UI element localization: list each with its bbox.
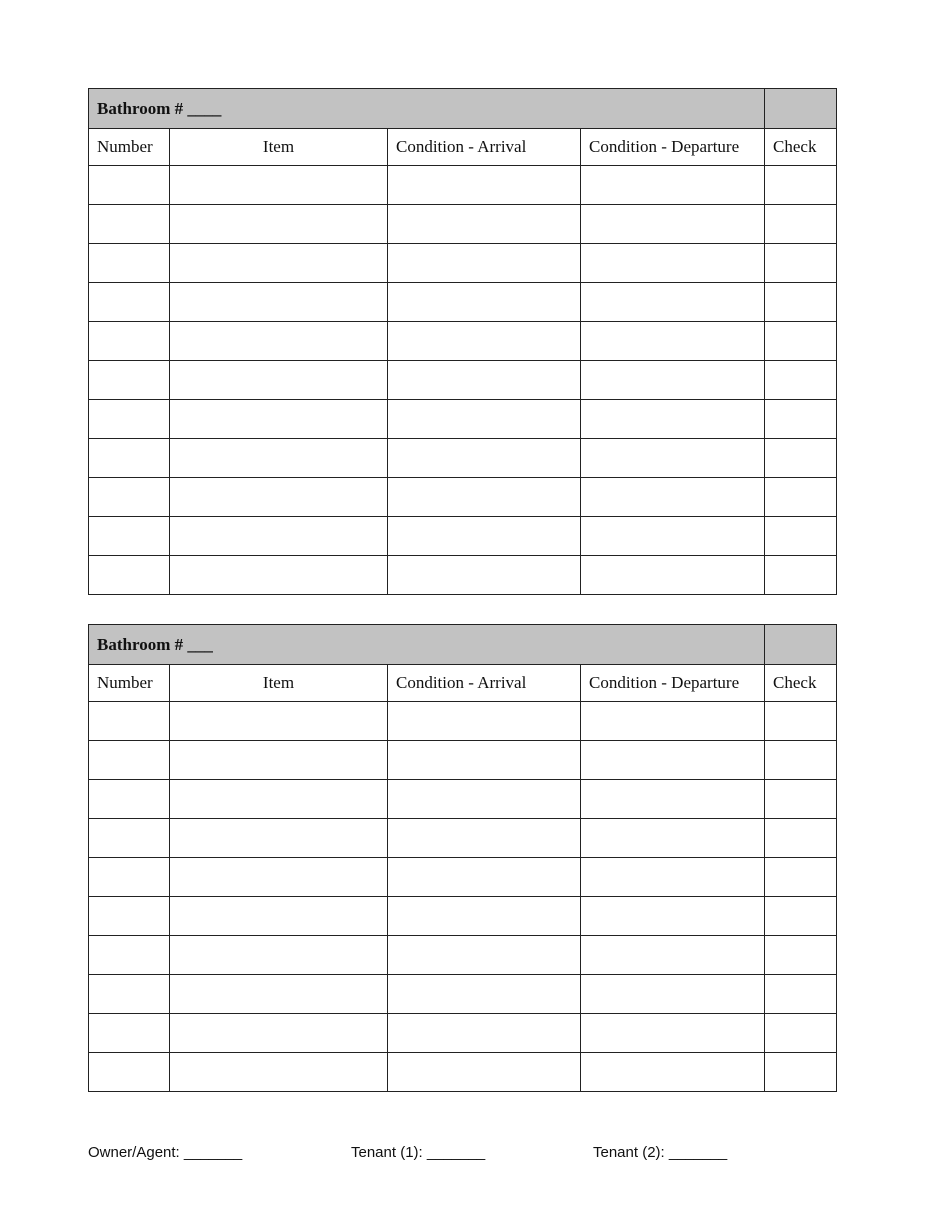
check-cell[interactable] [765, 478, 837, 517]
arrival-cell[interactable] [388, 858, 581, 897]
number-cell[interactable] [89, 858, 170, 897]
table-row [89, 702, 837, 741]
table-row [89, 166, 837, 205]
number-cell[interactable] [89, 1014, 170, 1053]
item-cell[interactable] [170, 244, 388, 283]
col-departure-header: Condition - Departure [581, 129, 765, 166]
check-cell[interactable] [765, 361, 837, 400]
col-item-header: Item [170, 665, 388, 702]
title-blank-cell [765, 89, 837, 129]
arrival-cell[interactable] [388, 361, 581, 400]
item-cell[interactable] [170, 936, 388, 975]
item-cell[interactable] [170, 439, 388, 478]
item-cell[interactable] [170, 1053, 388, 1092]
check-cell[interactable] [765, 400, 837, 439]
tenant-2-field[interactable]: Tenant (2): _______ [593, 1144, 728, 1161]
check-cell[interactable] [765, 556, 837, 595]
departure-cell[interactable] [581, 361, 765, 400]
check-cell[interactable] [765, 244, 837, 283]
item-cell[interactable] [170, 361, 388, 400]
col-arrival-header: Condition - Arrival [388, 665, 581, 702]
item-cell[interactable] [170, 517, 388, 556]
check-cell[interactable] [765, 975, 837, 1014]
item-cell[interactable] [170, 897, 388, 936]
check-cell[interactable] [765, 741, 837, 780]
section-title-row [89, 625, 837, 665]
departure-cell[interactable] [581, 975, 765, 1014]
item-cell[interactable] [170, 166, 388, 205]
arrival-cell[interactable] [388, 1053, 581, 1092]
tenant-1-field[interactable]: Tenant (1): _______ [351, 1144, 486, 1161]
table-row [89, 1014, 837, 1053]
bathroom-table-1 [88, 88, 837, 595]
check-cell[interactable] [765, 166, 837, 205]
arrival-cell[interactable] [388, 478, 581, 517]
col-check-header: Check [765, 129, 837, 166]
number-cell[interactable] [89, 400, 170, 439]
col-number-header: Number [89, 129, 170, 166]
departure-cell[interactable] [581, 780, 765, 819]
number-cell[interactable] [89, 439, 170, 478]
arrival-cell[interactable] [388, 556, 581, 595]
col-departure-header: Condition - Departure [581, 665, 765, 702]
table-row [89, 556, 837, 595]
check-cell[interactable] [765, 1014, 837, 1053]
arrival-cell[interactable] [388, 439, 581, 478]
arrival-cell[interactable] [388, 702, 581, 741]
arrival-cell[interactable] [388, 244, 581, 283]
arrival-cell[interactable] [388, 166, 581, 205]
item-cell[interactable] [170, 322, 388, 361]
arrival-cell[interactable] [388, 780, 581, 819]
departure-cell[interactable] [581, 1014, 765, 1053]
departure-cell[interactable] [581, 166, 765, 205]
arrival-cell[interactable] [388, 283, 581, 322]
number-cell[interactable] [89, 361, 170, 400]
table-row [89, 897, 837, 936]
item-cell[interactable] [170, 205, 388, 244]
arrival-cell[interactable] [388, 741, 581, 780]
item-cell[interactable] [170, 780, 388, 819]
arrival-cell[interactable] [388, 517, 581, 556]
arrival-cell[interactable] [388, 897, 581, 936]
check-cell[interactable] [765, 858, 837, 897]
departure-cell[interactable] [581, 702, 765, 741]
bathroom-table-2 [88, 624, 837, 1092]
departure-cell[interactable] [581, 322, 765, 361]
table-row [89, 205, 837, 244]
table-row [89, 975, 837, 1014]
check-cell[interactable] [765, 322, 837, 361]
number-cell[interactable] [89, 478, 170, 517]
number-cell[interactable] [89, 975, 170, 1014]
number-cell[interactable] [89, 166, 170, 205]
check-cell[interactable] [765, 819, 837, 858]
number-cell[interactable] [89, 1053, 170, 1092]
table-row [89, 478, 837, 517]
number-cell[interactable] [89, 702, 170, 741]
col-arrival-header: Condition - Arrival [388, 129, 581, 166]
check-cell[interactable] [765, 205, 837, 244]
col-check-header: Check [765, 665, 837, 702]
table-row [89, 517, 837, 556]
table-row [89, 780, 837, 819]
title-blank-cell [765, 625, 837, 665]
item-cell[interactable] [170, 283, 388, 322]
check-cell[interactable] [765, 897, 837, 936]
departure-cell[interactable] [581, 858, 765, 897]
section-title-row [89, 89, 837, 129]
departure-cell[interactable] [581, 400, 765, 439]
item-cell[interactable] [170, 1014, 388, 1053]
column-header-row [89, 665, 837, 702]
number-cell[interactable] [89, 517, 170, 556]
table-rows [89, 702, 837, 1092]
number-cell[interactable] [89, 322, 170, 361]
arrival-cell[interactable] [388, 1014, 581, 1053]
departure-cell[interactable] [581, 741, 765, 780]
check-cell[interactable] [765, 283, 837, 322]
arrival-cell[interactable] [388, 975, 581, 1014]
item-cell[interactable] [170, 478, 388, 517]
section-title: Bathroom # ____ [89, 89, 765, 129]
departure-cell[interactable] [581, 897, 765, 936]
table-row [89, 819, 837, 858]
number-cell[interactable] [89, 819, 170, 858]
departure-cell[interactable] [581, 244, 765, 283]
item-cell[interactable] [170, 741, 388, 780]
number-cell[interactable] [89, 283, 170, 322]
number-cell[interactable] [89, 936, 170, 975]
departure-cell[interactable] [581, 478, 765, 517]
check-cell[interactable] [765, 439, 837, 478]
number-cell[interactable] [89, 780, 170, 819]
departure-cell[interactable] [581, 819, 765, 858]
table-row [89, 936, 837, 975]
departure-cell[interactable] [581, 1053, 765, 1092]
item-cell[interactable] [170, 819, 388, 858]
column-header-row [89, 129, 837, 166]
item-cell[interactable] [170, 400, 388, 439]
departure-cell[interactable] [581, 439, 765, 478]
table-row [89, 1053, 837, 1092]
item-cell[interactable] [170, 975, 388, 1014]
table-row [89, 439, 837, 478]
departure-cell[interactable] [581, 556, 765, 595]
departure-cell[interactable] [581, 283, 765, 322]
check-cell[interactable] [765, 936, 837, 975]
number-cell[interactable] [89, 205, 170, 244]
table-row [89, 741, 837, 780]
number-cell[interactable] [89, 741, 170, 780]
item-cell[interactable] [170, 556, 388, 595]
arrival-cell[interactable] [388, 936, 581, 975]
table-row [89, 283, 837, 322]
col-item-header: Item [170, 129, 388, 166]
item-cell[interactable] [170, 858, 388, 897]
departure-cell[interactable] [581, 205, 765, 244]
col-number-header: Number [89, 665, 170, 702]
number-cell[interactable] [89, 897, 170, 936]
arrival-cell[interactable] [388, 205, 581, 244]
number-cell[interactable] [89, 244, 170, 283]
item-cell[interactable] [170, 702, 388, 741]
owner-agent-field[interactable]: Owner/Agent: _______ [88, 1144, 243, 1161]
arrival-cell[interactable] [388, 322, 581, 361]
number-cell[interactable] [89, 556, 170, 595]
table-row [89, 400, 837, 439]
table-row [89, 858, 837, 897]
arrival-cell[interactable] [388, 819, 581, 858]
check-cell[interactable] [765, 1053, 837, 1092]
check-cell[interactable] [765, 780, 837, 819]
table-row [89, 361, 837, 400]
check-cell[interactable] [765, 517, 837, 556]
section-title: Bathroom # ___ [89, 625, 765, 665]
table-row [89, 322, 837, 361]
table-row [89, 244, 837, 283]
table-rows [89, 166, 837, 595]
check-cell[interactable] [765, 702, 837, 741]
arrival-cell[interactable] [388, 400, 581, 439]
departure-cell[interactable] [581, 936, 765, 975]
departure-cell[interactable] [581, 517, 765, 556]
